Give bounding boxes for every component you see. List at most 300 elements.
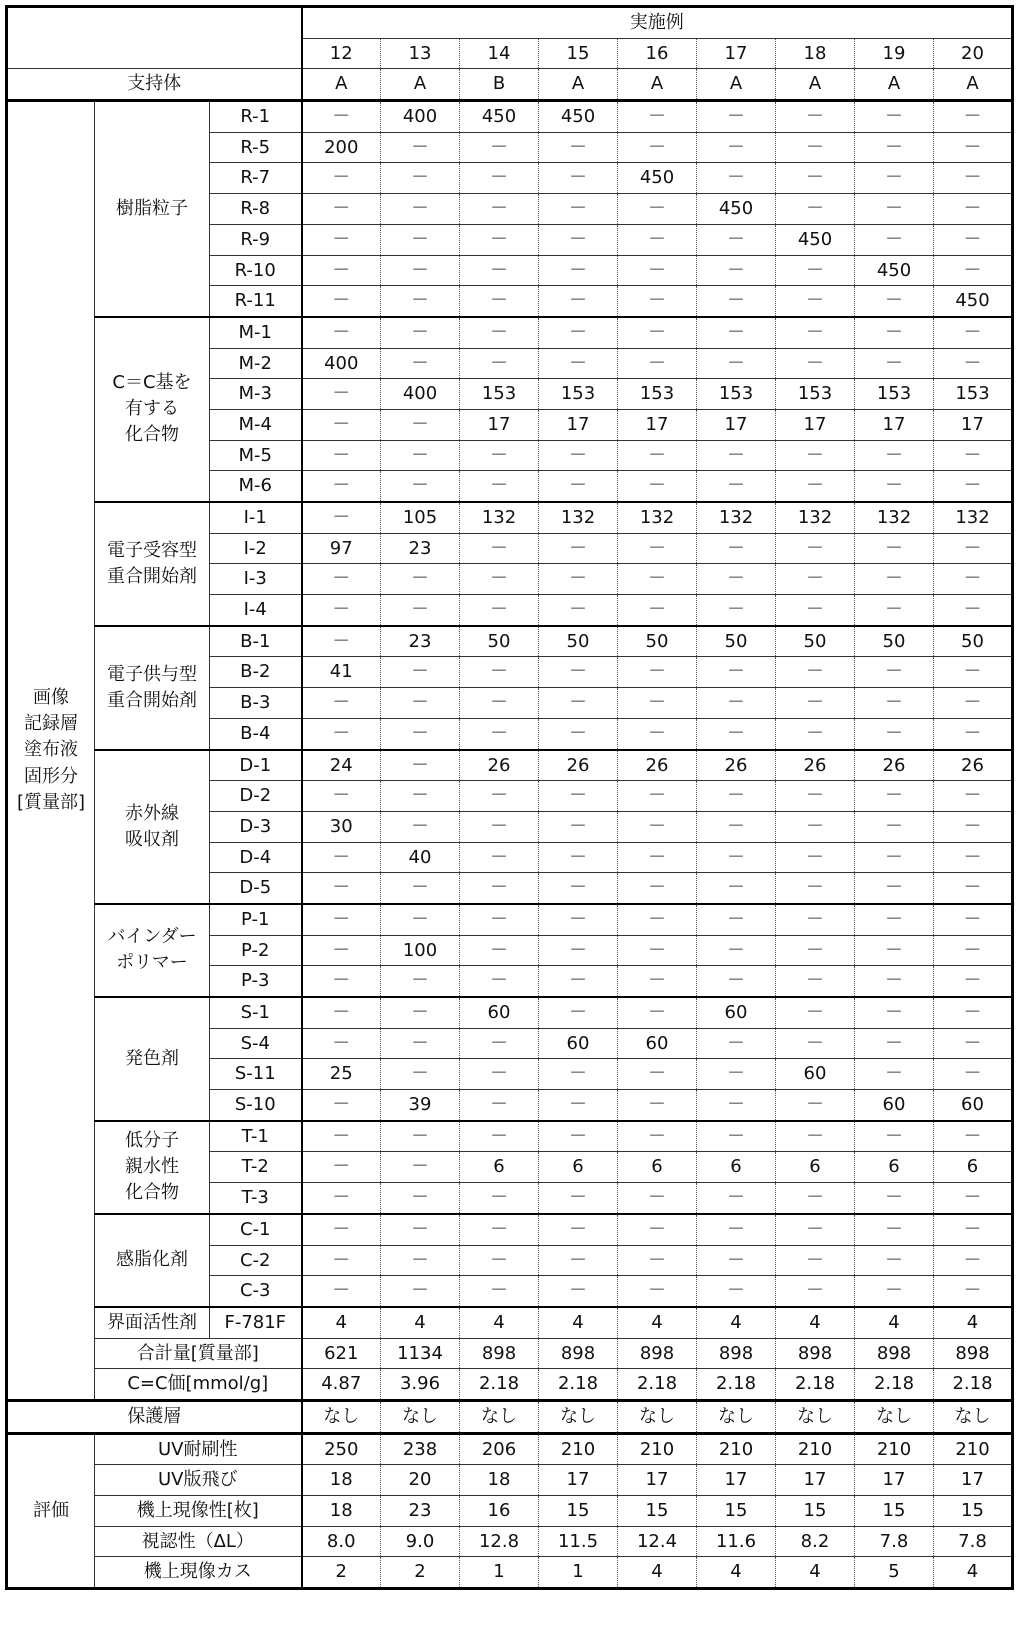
value-cell: － xyxy=(618,1276,697,1307)
value-cell: A xyxy=(697,69,776,101)
value-cell: 50 xyxy=(460,626,539,657)
value-cell: － xyxy=(776,1245,855,1276)
value-cell: － xyxy=(776,904,855,935)
label-line: 固形分 xyxy=(8,764,94,790)
value-cell: 7.8 xyxy=(855,1526,934,1557)
value-cell: 206 xyxy=(460,1433,539,1465)
value-cell: － xyxy=(618,286,697,317)
component-code: C-1 xyxy=(210,1214,302,1245)
value-cell: － xyxy=(460,688,539,719)
table-row xyxy=(7,750,1013,781)
value-cell: 26 xyxy=(855,750,934,781)
value-cell: 6 xyxy=(855,1152,934,1183)
value-cell: － xyxy=(776,163,855,194)
value-cell: － xyxy=(618,440,697,471)
value-cell: 17 xyxy=(855,409,934,440)
value-cell: 17 xyxy=(697,1465,776,1496)
label-line: ポリマー xyxy=(95,950,209,976)
value-cell: 9.0 xyxy=(381,1526,460,1557)
value-cell: － xyxy=(539,564,618,595)
value-cell: － xyxy=(460,935,539,966)
value-cell: － xyxy=(302,935,381,966)
value-cell: － xyxy=(302,194,381,225)
label-line: 赤外線 xyxy=(95,801,209,827)
value-cell: 8.2 xyxy=(776,1526,855,1557)
value-cell: 1 xyxy=(539,1557,618,1589)
label-line: [質量部] xyxy=(8,790,94,816)
value-cell: － xyxy=(697,595,776,626)
value-cell: － xyxy=(381,718,460,749)
value-cell: － xyxy=(381,1152,460,1183)
value-cell: 15 xyxy=(855,1496,934,1527)
value-cell: － xyxy=(381,471,460,502)
value-cell: 5 xyxy=(855,1557,934,1589)
label-line: 重合開始剤 xyxy=(95,564,209,590)
value-cell: － xyxy=(855,440,934,471)
value-cell: 23 xyxy=(381,533,460,564)
protective-layer-row xyxy=(7,1400,1013,1433)
value-cell: － xyxy=(618,873,697,904)
label-line: 化合物 xyxy=(95,1180,209,1206)
value-cell: － xyxy=(381,163,460,194)
value-cell: － xyxy=(776,255,855,286)
value-cell: － xyxy=(855,194,934,225)
value-cell: なし xyxy=(776,1400,855,1433)
value-cell: － xyxy=(460,255,539,286)
value-cell: － xyxy=(539,873,618,904)
value-cell: － xyxy=(934,873,1013,904)
example-number: 17 xyxy=(697,38,776,69)
value-cell: － xyxy=(302,1183,381,1214)
value-cell: － xyxy=(460,533,539,564)
value-cell: － xyxy=(302,440,381,471)
example-number: 14 xyxy=(460,38,539,69)
value-cell: － xyxy=(618,1059,697,1090)
value-cell: － xyxy=(539,286,618,317)
value-cell: － xyxy=(539,194,618,225)
value-cell: － xyxy=(855,1183,934,1214)
value-cell: 50 xyxy=(697,626,776,657)
value-cell: － xyxy=(302,842,381,873)
label-line: 低分子 xyxy=(95,1128,209,1154)
value-cell: － xyxy=(302,255,381,286)
value-cell: 450 xyxy=(539,101,618,133)
component-code: B-3 xyxy=(210,688,302,719)
component-code: R-9 xyxy=(210,224,302,255)
evaluation-row xyxy=(7,1465,1013,1496)
value-cell: － xyxy=(934,657,1013,688)
value-cell: 50 xyxy=(934,626,1013,657)
component-code: I-2 xyxy=(210,533,302,564)
table-row xyxy=(7,101,1013,133)
value-cell: － xyxy=(539,935,618,966)
value-cell: － xyxy=(381,564,460,595)
value-cell: 24 xyxy=(302,750,381,781)
value-cell: A xyxy=(855,69,934,101)
value-cell: なし xyxy=(697,1400,776,1433)
value-cell: － xyxy=(381,194,460,225)
value-cell: － xyxy=(381,1028,460,1059)
value-cell: － xyxy=(697,1090,776,1121)
value-cell: 100 xyxy=(381,935,460,966)
total-label: 合計量[質量部] xyxy=(95,1338,302,1369)
composition-table xyxy=(5,5,1014,1590)
value-cell: 105 xyxy=(381,502,460,533)
value-cell: － xyxy=(539,595,618,626)
value-cell: － xyxy=(697,1276,776,1307)
value-cell: 25 xyxy=(302,1059,381,1090)
value-cell: 17 xyxy=(539,1465,618,1496)
value-cell: 238 xyxy=(381,1433,460,1465)
value-cell: 210 xyxy=(776,1433,855,1465)
value-cell: なし xyxy=(302,1400,381,1433)
value-cell: － xyxy=(618,842,697,873)
value-cell: － xyxy=(460,194,539,225)
total-row xyxy=(7,1338,1013,1369)
value-cell: 898 xyxy=(539,1338,618,1369)
value-cell: － xyxy=(855,1028,934,1059)
value-cell: － xyxy=(302,564,381,595)
value-cell: 15 xyxy=(618,1496,697,1527)
value-cell: 17 xyxy=(618,1465,697,1496)
value-cell: A xyxy=(934,69,1013,101)
value-cell: － xyxy=(460,1028,539,1059)
label-line: 塗布液 xyxy=(8,737,94,763)
value-cell: － xyxy=(934,194,1013,225)
value-cell: － xyxy=(539,1121,618,1152)
value-cell: － xyxy=(618,1121,697,1152)
value-cell: 60 xyxy=(855,1090,934,1121)
value-cell: － xyxy=(776,1028,855,1059)
value-cell: 2.18 xyxy=(697,1369,776,1401)
value-cell: － xyxy=(618,1245,697,1276)
evaluation-item-label: 機上現像性[枚] xyxy=(95,1496,302,1527)
component-code: D-5 xyxy=(210,873,302,904)
value-cell: － xyxy=(855,811,934,842)
support-row xyxy=(7,69,1013,101)
value-cell: 153 xyxy=(539,379,618,410)
value-cell: － xyxy=(460,1214,539,1245)
value-cell: － xyxy=(855,564,934,595)
component-code: R-5 xyxy=(210,132,302,163)
component-code: D-1 xyxy=(210,750,302,781)
component-code: C-2 xyxy=(210,1245,302,1276)
value-cell: － xyxy=(934,348,1013,379)
value-cell: 210 xyxy=(697,1433,776,1465)
value-cell: 450 xyxy=(618,163,697,194)
value-cell: 6 xyxy=(460,1152,539,1183)
value-cell: － xyxy=(776,842,855,873)
value-cell: － xyxy=(302,904,381,935)
value-cell: － xyxy=(302,718,381,749)
value-cell: － xyxy=(934,471,1013,502)
value-cell: A xyxy=(776,69,855,101)
value-cell: 50 xyxy=(618,626,697,657)
value-cell: － xyxy=(697,348,776,379)
component-code: S-1 xyxy=(210,997,302,1028)
value-cell: 17 xyxy=(855,1465,934,1496)
value-cell: － xyxy=(618,317,697,348)
value-cell: 2.18 xyxy=(460,1369,539,1401)
value-cell: － xyxy=(618,997,697,1028)
value-cell: － xyxy=(381,348,460,379)
value-cell: － xyxy=(381,657,460,688)
value-cell: 60 xyxy=(697,997,776,1028)
label-line: バインダー xyxy=(95,924,209,950)
value-cell: － xyxy=(539,1090,618,1121)
value-cell: － xyxy=(855,1121,934,1152)
value-cell: － xyxy=(618,1090,697,1121)
value-cell: － xyxy=(302,1090,381,1121)
value-cell: － xyxy=(302,1152,381,1183)
value-cell: － xyxy=(618,904,697,935)
evaluation-row xyxy=(7,1526,1013,1557)
label-line: 界面活性剤 xyxy=(95,1310,209,1336)
value-cell: － xyxy=(776,533,855,564)
value-cell: － xyxy=(539,688,618,719)
value-cell: － xyxy=(855,348,934,379)
value-cell: 450 xyxy=(697,194,776,225)
value-cell: － xyxy=(776,1121,855,1152)
value-cell: － xyxy=(776,873,855,904)
value-cell: － xyxy=(776,935,855,966)
component-group-label xyxy=(95,904,210,997)
value-cell: － xyxy=(934,1183,1013,1214)
component-code: M-5 xyxy=(210,440,302,471)
value-cell: － xyxy=(302,1121,381,1152)
value-cell: － xyxy=(539,317,618,348)
value-cell: A xyxy=(539,69,618,101)
value-cell: － xyxy=(855,997,934,1028)
value-cell: － xyxy=(539,224,618,255)
example-number: 13 xyxy=(381,38,460,69)
value-cell: － xyxy=(539,718,618,749)
component-code: M-1 xyxy=(210,317,302,348)
value-cell: － xyxy=(697,657,776,688)
component-code: R-1 xyxy=(210,101,302,133)
value-cell: － xyxy=(776,718,855,749)
value-cell: － xyxy=(776,997,855,1028)
value-cell: － xyxy=(776,286,855,317)
value-cell: 23 xyxy=(381,1496,460,1527)
value-cell: － xyxy=(460,1090,539,1121)
value-cell: － xyxy=(855,688,934,719)
value-cell: 153 xyxy=(934,379,1013,410)
value-cell: 132 xyxy=(460,502,539,533)
value-cell: － xyxy=(618,1183,697,1214)
value-cell: － xyxy=(381,1059,460,1090)
value-cell: － xyxy=(855,781,934,812)
value-cell: － xyxy=(934,440,1013,471)
value-cell: － xyxy=(855,1059,934,1090)
value-cell: 17 xyxy=(539,409,618,440)
value-cell: A xyxy=(618,69,697,101)
value-cell: 3.96 xyxy=(381,1369,460,1401)
value-cell: － xyxy=(381,873,460,904)
label-line: 記録層 xyxy=(8,711,94,737)
value-cell: － xyxy=(460,440,539,471)
value-cell: 2.18 xyxy=(855,1369,934,1401)
evaluation-item-label: UV版飛び xyxy=(95,1465,302,1496)
value-cell: － xyxy=(697,101,776,133)
value-cell: － xyxy=(934,904,1013,935)
value-cell: － xyxy=(460,904,539,935)
table-row xyxy=(7,1307,1013,1338)
component-code: D-2 xyxy=(210,781,302,812)
value-cell: － xyxy=(776,811,855,842)
value-cell: 132 xyxy=(776,502,855,533)
value-cell: － xyxy=(697,132,776,163)
table-row xyxy=(7,502,1013,533)
value-cell: － xyxy=(302,379,381,410)
value-cell: － xyxy=(855,132,934,163)
value-cell: B xyxy=(460,69,539,101)
value-cell: － xyxy=(934,1028,1013,1059)
component-code: I-4 xyxy=(210,595,302,626)
value-cell: 132 xyxy=(618,502,697,533)
value-cell: － xyxy=(934,1276,1013,1307)
example-number: 15 xyxy=(539,38,618,69)
value-cell: なし xyxy=(381,1400,460,1433)
value-cell: 18 xyxy=(302,1465,381,1496)
value-cell: 210 xyxy=(934,1433,1013,1465)
value-cell: － xyxy=(697,966,776,997)
value-cell: 39 xyxy=(381,1090,460,1121)
label-line: 有する xyxy=(95,396,209,422)
value-cell: 6 xyxy=(934,1152,1013,1183)
value-cell: 898 xyxy=(855,1338,934,1369)
value-cell: － xyxy=(934,935,1013,966)
value-cell: － xyxy=(776,471,855,502)
value-cell: A xyxy=(381,69,460,101)
value-cell: － xyxy=(776,101,855,133)
header-row xyxy=(7,7,1013,39)
value-cell: 60 xyxy=(934,1090,1013,1121)
value-cell: － xyxy=(934,1121,1013,1152)
evaluation-row xyxy=(7,1433,1013,1465)
value-cell: － xyxy=(539,440,618,471)
component-code: S-4 xyxy=(210,1028,302,1059)
value-cell: － xyxy=(855,935,934,966)
value-cell: － xyxy=(855,595,934,626)
value-cell: － xyxy=(934,781,1013,812)
value-cell: － xyxy=(460,781,539,812)
value-cell: － xyxy=(460,1276,539,1307)
component-group-label xyxy=(95,101,210,317)
value-cell: － xyxy=(460,873,539,904)
value-cell: － xyxy=(855,471,934,502)
value-cell: － xyxy=(697,935,776,966)
value-cell: － xyxy=(776,595,855,626)
value-cell: 4.87 xyxy=(302,1369,381,1401)
protective-layer-label: 保護層 xyxy=(7,1400,302,1433)
value-cell: 11.5 xyxy=(539,1526,618,1557)
value-cell: － xyxy=(776,657,855,688)
component-group-label xyxy=(95,750,210,904)
value-cell: 898 xyxy=(934,1338,1013,1369)
value-cell: － xyxy=(381,966,460,997)
value-cell: － xyxy=(934,564,1013,595)
value-cell: 26 xyxy=(697,750,776,781)
value-cell: － xyxy=(381,781,460,812)
component-code: I-3 xyxy=(210,564,302,595)
total-label: C=C価[mmol/g] xyxy=(95,1369,302,1401)
value-cell: 60 xyxy=(460,997,539,1028)
value-cell: － xyxy=(302,502,381,533)
value-cell: 400 xyxy=(302,348,381,379)
value-cell: － xyxy=(381,255,460,286)
value-cell: － xyxy=(539,966,618,997)
value-cell: 60 xyxy=(618,1028,697,1059)
value-cell: － xyxy=(302,997,381,1028)
value-cell: － xyxy=(302,1028,381,1059)
value-cell: 12.8 xyxy=(460,1526,539,1557)
value-cell: － xyxy=(855,1276,934,1307)
value-cell: 8.0 xyxy=(302,1526,381,1557)
example-number: 18 xyxy=(776,38,855,69)
value-cell: 210 xyxy=(855,1433,934,1465)
image-recording-layer-label xyxy=(7,101,95,1401)
value-cell: 153 xyxy=(618,379,697,410)
value-cell: 17 xyxy=(934,1465,1013,1496)
value-cell: － xyxy=(460,657,539,688)
value-cell: 450 xyxy=(776,224,855,255)
value-cell: － xyxy=(618,224,697,255)
value-cell: 23 xyxy=(381,626,460,657)
value-cell: － xyxy=(618,1214,697,1245)
value-cell: 450 xyxy=(460,101,539,133)
component-group-label xyxy=(95,1307,210,1338)
value-cell: － xyxy=(697,163,776,194)
value-cell: － xyxy=(381,904,460,935)
value-cell: 450 xyxy=(855,255,934,286)
value-cell: － xyxy=(697,688,776,719)
value-cell: 7.8 xyxy=(934,1526,1013,1557)
value-cell: 6 xyxy=(618,1152,697,1183)
value-cell: － xyxy=(697,781,776,812)
evaluation-label: 評価 xyxy=(7,1433,95,1588)
value-cell: 2.18 xyxy=(618,1369,697,1401)
value-cell: － xyxy=(934,997,1013,1028)
table-row xyxy=(7,1121,1013,1152)
component-code: I-1 xyxy=(210,502,302,533)
value-cell: 2.18 xyxy=(934,1369,1013,1401)
value-cell: － xyxy=(934,224,1013,255)
value-cell: 132 xyxy=(697,502,776,533)
value-cell: － xyxy=(539,997,618,1028)
example-number: 20 xyxy=(934,38,1013,69)
component-code: M-4 xyxy=(210,409,302,440)
value-cell: 17 xyxy=(697,409,776,440)
value-cell: － xyxy=(618,718,697,749)
value-cell: 132 xyxy=(934,502,1013,533)
example-number: 12 xyxy=(302,38,381,69)
value-cell: － xyxy=(855,873,934,904)
label-line: C＝C基を xyxy=(95,370,209,396)
example-number: 16 xyxy=(618,38,697,69)
value-cell: － xyxy=(302,101,381,133)
value-cell: 17 xyxy=(776,1465,855,1496)
value-cell: － xyxy=(618,966,697,997)
value-cell: 200 xyxy=(302,132,381,163)
value-cell: － xyxy=(381,1214,460,1245)
value-cell: － xyxy=(697,1214,776,1245)
value-cell: － xyxy=(460,1183,539,1214)
value-cell: 60 xyxy=(539,1028,618,1059)
value-cell: 40 xyxy=(381,842,460,873)
value-cell: 15 xyxy=(934,1496,1013,1527)
value-cell: － xyxy=(697,564,776,595)
